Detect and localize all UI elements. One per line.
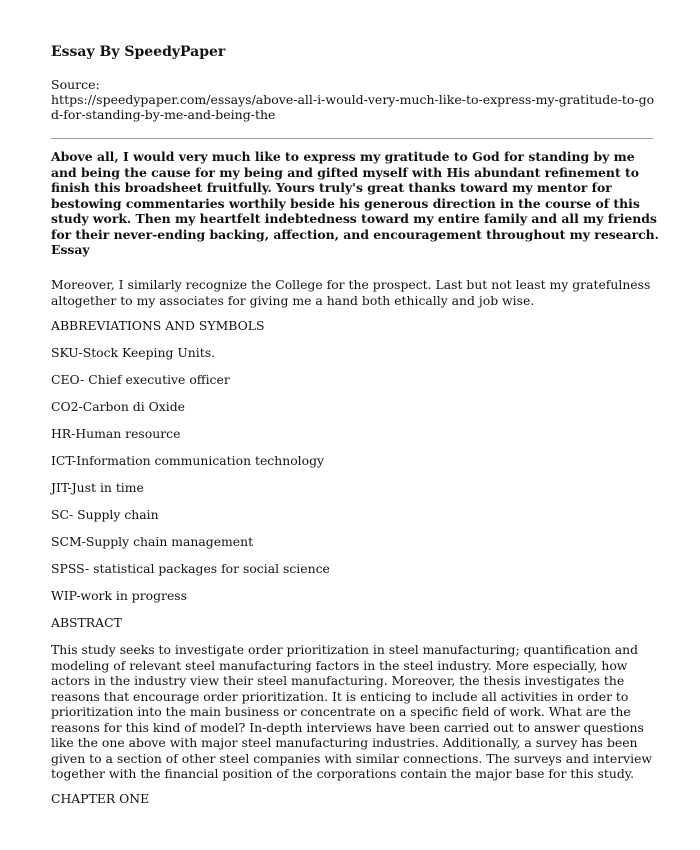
abbreviation-item: HR-Human resource [51,426,181,441]
abstract-heading: ABSTRACT [51,615,122,630]
paragraph-college: Moreover, I similarly recognize the College for the prospect. Last but not least my gratefulness altogether to my associates for giving me a hand both ethically and job wise. [51,277,651,308]
divider [51,138,653,139]
abbreviation-item: ICT-Information communication technology [51,453,325,468]
source-url: https://speedypaper.com/essays/above-all-i-would-very-much-like-to-express-my-gratitude-to-god-for-standing-by-me-and-being-the [51,92,655,122]
abbreviation-item: SPSS- statistical packages for social science [51,561,330,576]
abbreviation-item: CO2-Carbon di Oxide [51,399,186,414]
abbreviation-item: WIP-work in progress [51,588,188,603]
document-title: Essay By SpeedyPaper [51,44,226,60]
abbreviation-item: SC- Supply chain [51,507,159,522]
abstract-paragraph: This study seeks to investigate order prioritization in steel manufacturing; quantification and modeling of relevant steel manufacturing factors in the steel industry. More especially, how actors in the industry view their steel manufacturing. Moreover, the thesis investigates the reasons that encourage order prioritization. It is enticing to include all activities in order to prioritization into the main business or concentrate on a specific field of work. What are the reasons for this kind of model? In-depth interviews have been carried out to answer questions like the one above with major steel manufacturing industries. Additionally, a survey has been given to a section of other steel companies with similar connections. The surveys and interview together with the financial position of the corporations contain the major base for this study. [51,642,653,781]
abbreviation-item: SKU-Stock Keeping Units. [51,345,216,360]
abbreviation-item: JIT-Just in time [51,480,144,495]
abbreviations-heading: ABBREVIATIONS AND SYMBOLS [51,318,265,333]
abbreviation-item: SCM-Supply chain management [51,534,254,549]
intro-paragraph: Above all, I would very much like to express my gratitude to God for standing by me and being the cause for my being and gifted myself with His abundant refinement to finish this broadsheet fruitfully. Yours truly's great thanks toward my mentor for bestowing commentaries worthily beside his generous direction in the course of this study work. Then my heartfelt indebtedness toward my entire family and all my friends for their never-ending backing, affection, and encouragement throughout my research. Essay [51,149,659,257]
source-label: Source: [51,77,100,92]
abbreviation-item: CEO- Chief executive officer [51,372,230,387]
chapter-heading: CHAPTER ONE [51,791,150,806]
